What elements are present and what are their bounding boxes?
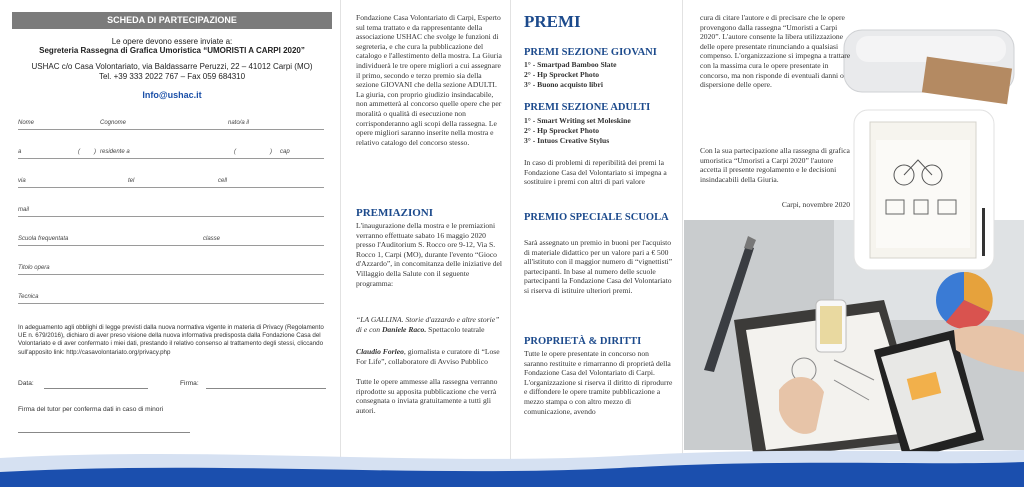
giovani-heading: PREMI SEZIONE GIOVANI	[524, 47, 657, 58]
label-classe: classe	[203, 236, 221, 242]
closing-text: Tutte le opere ammesse alla rassegna verranno riprodotte su apposita pubblicazione che verrà consegnata o inviata gratuitamente a tutti gli autori.	[356, 377, 498, 415]
date-label: Data:	[18, 380, 34, 387]
guest-desc: , giornalista e curatore di “Lose For Life”, collaboratore di Avviso Pubblico	[356, 347, 500, 366]
form-phone: Tel. +39 333 2022 767 – Fax 059 684310	[98, 72, 246, 81]
guest-name: Claudio Forleo	[356, 347, 404, 356]
diritti-text: Tutte le opere presentate in concorso non saranno restituite e rimarranno di proprietà della Fondazione Casa del Volontariato di Carpi. L'organizzazione si riserva il diritto di riprodurre e diffondere le opere tramite pubblicazione a mezzo stampa o con altro mezzo di comunicazione, avendo	[524, 349, 673, 416]
phone-screen	[820, 306, 842, 344]
rights-continued-text: cura di citare l'autore e di precisare che le opere provengono dalla rassegna “Umoristi a Carpi 2020”. L'autore consente la libera utilizzazione delle opere presentate rinunciando a qualsiasi compenso. L'organizzazione si impegna a trattare con la massima cura le opere presentate in concorso, ma non risponde di eventuali danni o dispersione delle opere.	[700, 13, 851, 90]
fold-line	[340, 0, 341, 487]
jury-panel	[356, 0, 502, 487]
show-title: “LA GALLINA. Storie d'azzardo e altre storie”	[356, 315, 500, 324]
giovani-prize-2: 2° - Hp Sprocket Photo	[524, 70, 600, 79]
show-by: di e con	[356, 324, 381, 334]
adulti-list	[524, 116, 676, 146]
show-description	[356, 315, 502, 334]
giovani-prize-3: 3° - Buono acquisto libri	[524, 80, 603, 89]
label-a: a	[18, 149, 22, 155]
form-row-school[interactable]	[18, 236, 324, 246]
sketch-page	[876, 140, 970, 248]
acceptance-text: Con la sua partecipazione alla rassegna di grafica umoristica “Umoristi a Carpi 2020” l'autore accetta il presente regolamento e le decisioni insindacabili della Giuria.	[700, 146, 850, 184]
show-type: Spettacolo teatrale	[428, 324, 485, 334]
guest-description	[356, 347, 502, 366]
premi-heading: PREMI	[524, 12, 581, 31]
form-row-title[interactable]	[18, 265, 324, 275]
form-row-technique[interactable]	[18, 294, 324, 304]
reperibilita-text: In caso di problemi di reperibilità dei premi la Fondazione Casa del Volontariato si impegna a sostituire i premi con altri di pari valore	[524, 158, 667, 187]
speciale-text: Sarà assegnato un premio in buoni per l'acquisto di materiale didattico per un valore pari a € 500 all'istituto con il maggior numero di “vignettisti” partecipanti. In base al numero delle scuole partecipanti la Fondazione Casa del Volontariato si riserva di istituire ulteriori premi.	[524, 238, 673, 295]
fold-line	[682, 0, 683, 487]
form-row-name[interactable]	[18, 120, 324, 130]
label-cognome: Cognome	[100, 120, 127, 126]
label-nato: nato/a il	[228, 120, 250, 126]
label-tel: tel	[128, 178, 135, 184]
label-residente: residente a	[100, 149, 130, 155]
tutor-signature-line[interactable]	[18, 432, 190, 433]
adulti-heading: PREMI SEZIONE ADULTI	[524, 102, 651, 113]
adulti-prize-3: 3° - Intuos Creative Stylus	[524, 136, 610, 145]
image-panel	[684, 0, 1024, 487]
adulti-prize-1: 1° - Smart Writing set Moleskine	[524, 116, 631, 125]
form-header: SCHEDA DI PARTECIPAZIONE	[12, 12, 332, 29]
giovani-prize-1: 1° - Smartpad Bamboo Slate	[524, 60, 617, 69]
form-destination-title: Segreteria Rassegna di Grafica Umoristica “UMORISTI A CARPI 2020”	[39, 46, 305, 55]
form-email-link[interactable]: Info@ushac.it	[142, 90, 202, 100]
label-via: via	[18, 178, 26, 184]
signature-line[interactable]	[206, 388, 326, 389]
premiazioni-heading: PREMIAZIONI	[356, 207, 434, 219]
form-intro: Le opere devono essere inviate a:	[111, 37, 233, 46]
date-line[interactable]	[44, 388, 148, 389]
prizes-panel	[524, 0, 676, 487]
participation-form-panel	[0, 0, 338, 487]
show-author: Daniele Raco.	[381, 324, 427, 334]
label-tecnica: Tecnica	[18, 294, 39, 300]
privacy-notice: In adeguamento agli obblighi di legge previsti dalla nuova normativa vigente in materia di Privacy (Regolamento UE n. 679/2016), dichiaro di aver preso visione della nuova informativa predisposta dalla Fondazione Casa del Volontariato e di aver confermato i miei dati, prestando il relativo consenso al trattamento degli stessi, cliccando sull'apposito link: http://casavolontariato.org/privacy.php	[18, 324, 324, 356]
place-date: Carpi, novembre 2020	[781, 200, 850, 209]
speciale-heading: PREMIO SPECIALE SCUOLA	[524, 212, 669, 223]
label-cap: cap	[280, 149, 290, 155]
pen-icon	[982, 208, 985, 256]
giovani-list	[524, 60, 676, 90]
form-row-mail[interactable]	[18, 207, 324, 217]
bottom-wave-decoration	[0, 440, 1024, 487]
signature-label: Firma:	[180, 380, 199, 387]
label-cell: cell	[218, 178, 228, 184]
premiazioni-text: L'inaugurazione della mostra e le premiazioni verranno effettuate sabato 16 maggio 2020 presso l'Auditorium S. Rocco ore 9-12, Via S. Rocco 1, Carpi (MO), durante l'evento “Gioco d'Azzardo”, in concomitanza delle iniziative del Villaggio della Salute con il seguente programma:	[356, 221, 503, 288]
adulti-prize-2: 2° - Hp Sprocket Photo	[524, 126, 600, 135]
form-address: USHAC c/o Casa Volontariato, via Baldassarre Peruzzi, 22 – 41012 Carpi (MO)	[31, 62, 313, 71]
diritti-heading: PROPRIETÀ & DIRITTI	[524, 336, 642, 347]
form-row-residence[interactable]: a ( ) residente a ( ) cap	[18, 149, 324, 159]
form-row-address[interactable]	[18, 178, 324, 188]
label-titolo: Titolo opera	[18, 265, 50, 271]
label-nome: Nome	[18, 120, 35, 126]
label-scuola: Scuola frequentata	[18, 236, 69, 242]
tutor-label: Firma del tutor per conferma dati in caso di minori	[18, 406, 164, 413]
fold-line	[510, 0, 511, 487]
jury-text: Fondazione Casa Volontariato di Carpi, Esperto sul tema trattato e da rappresentante della associazione USHAC che svolge le funzioni di segreteria, e che cura la pubblicazione del catalogo e l'allestimento della mostra. La Giuria individuerà le tre opere migliori a cui assegnare il primo, secondo e terzo premio sia della sezione GIOVANI che della sezione ADULTI. La giuria, con proprio giudizio insindacabile, non ammetterà al concorso quelle opere che per moralità o qualità di esecuzione non corrisponderanno agli scopi della rassegna. Le opere migliori saranno inserite nella mostra e relativo catalogo del concorso stesso.	[356, 13, 502, 147]
label-mail: mail	[18, 207, 30, 213]
